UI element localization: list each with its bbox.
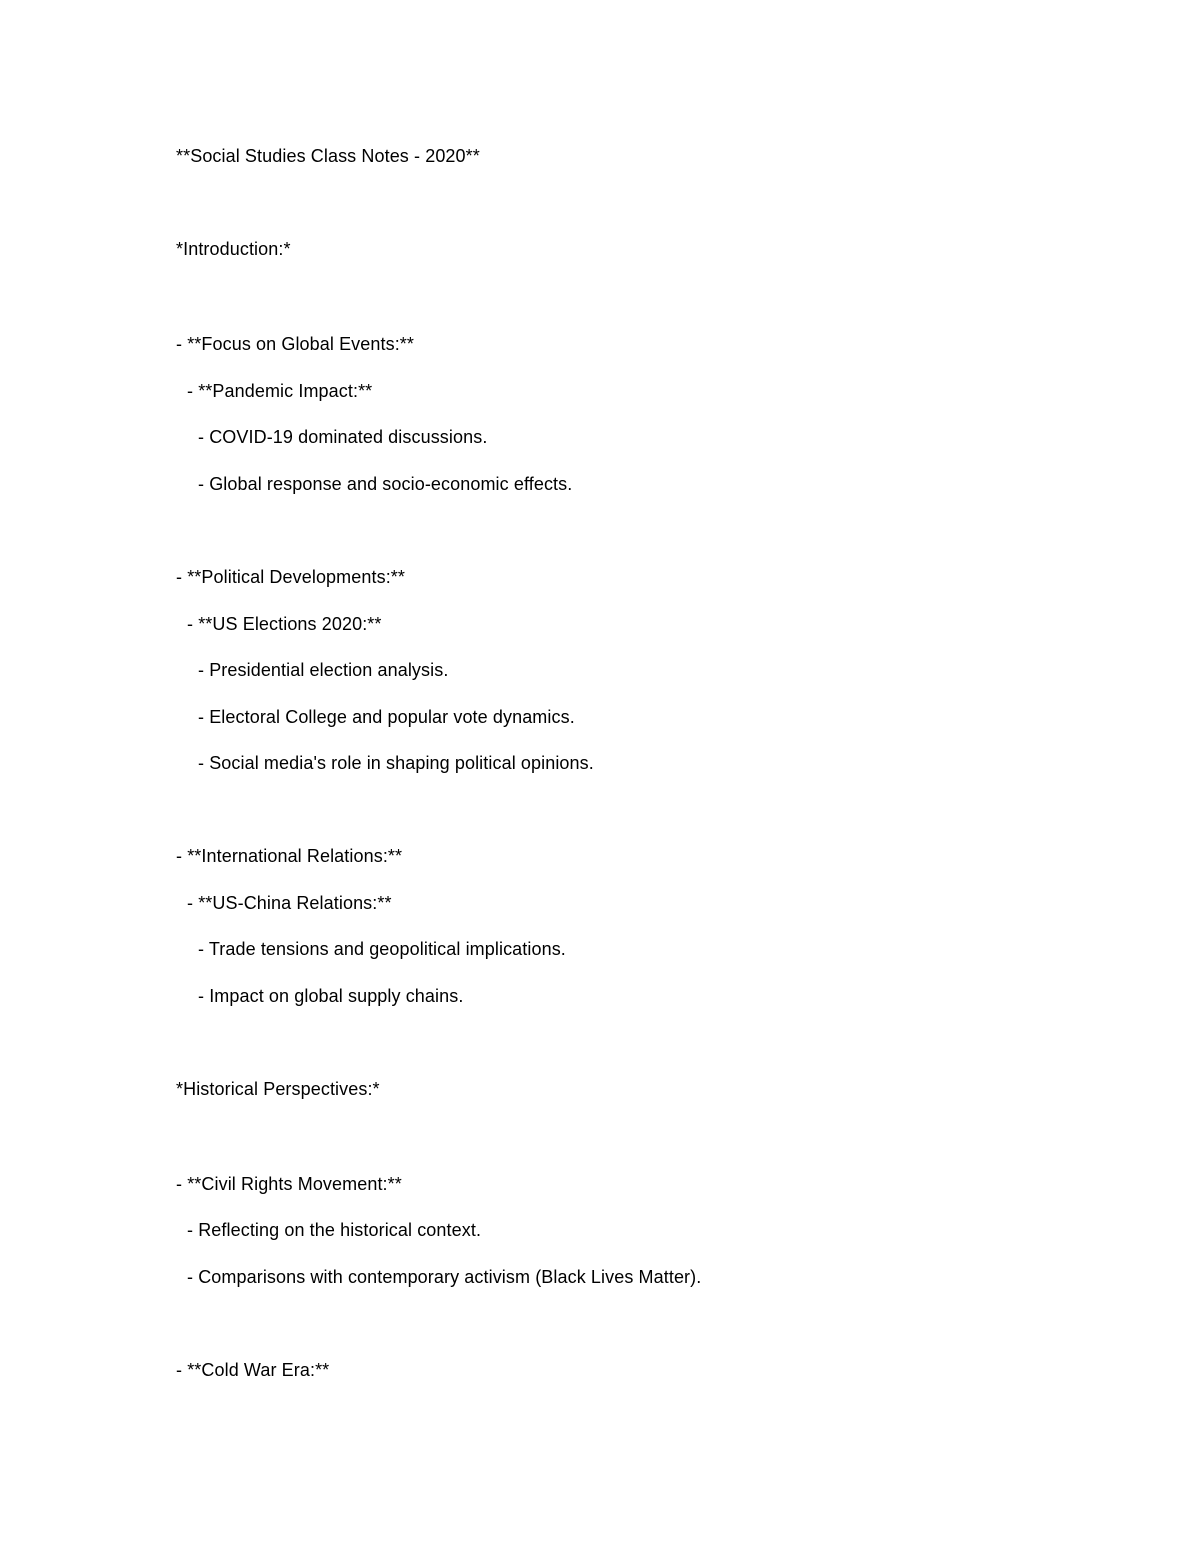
document-title: **Social Studies Class Notes - 2020** (176, 146, 480, 166)
list-item: - Global response and socio-economic effects. (198, 474, 573, 494)
subsection-pandemic-impact: - **Pandemic Impact:** (187, 381, 373, 401)
historical-perspectives-heading: *Historical Perspectives:* (176, 1079, 380, 1099)
list-item: - Social media's role in shaping political opinions. (198, 753, 594, 773)
list-item: - Electoral College and popular vote dynamics. (198, 707, 575, 727)
section-political-developments: - **Political Developments:** (176, 567, 405, 587)
section-international-relations: - **International Relations:** (176, 846, 403, 866)
section-civil-rights-movement: - **Civil Rights Movement:** (176, 1174, 402, 1194)
list-item: - Presidential election analysis. (198, 660, 449, 680)
list-item: - Trade tensions and geopolitical implications. (198, 939, 566, 959)
introduction-heading: *Introduction:* (176, 239, 291, 259)
section-focus-global-events: - **Focus on Global Events:** (176, 334, 415, 354)
list-item: - COVID-19 dominated discussions. (198, 427, 488, 447)
list-item: - Comparisons with contemporary activism (Black Lives Matter). (187, 1267, 702, 1287)
subsection-us-elections-2020: - **US Elections 2020:** (187, 614, 382, 634)
subsection-us-china-relations: - **US-China Relations:** (187, 893, 392, 913)
section-cold-war-era: - **Cold War Era:** (176, 1360, 330, 1380)
list-item: - Impact on global supply chains. (198, 986, 464, 1006)
list-item: - Reflecting on the historical context. (187, 1220, 482, 1240)
